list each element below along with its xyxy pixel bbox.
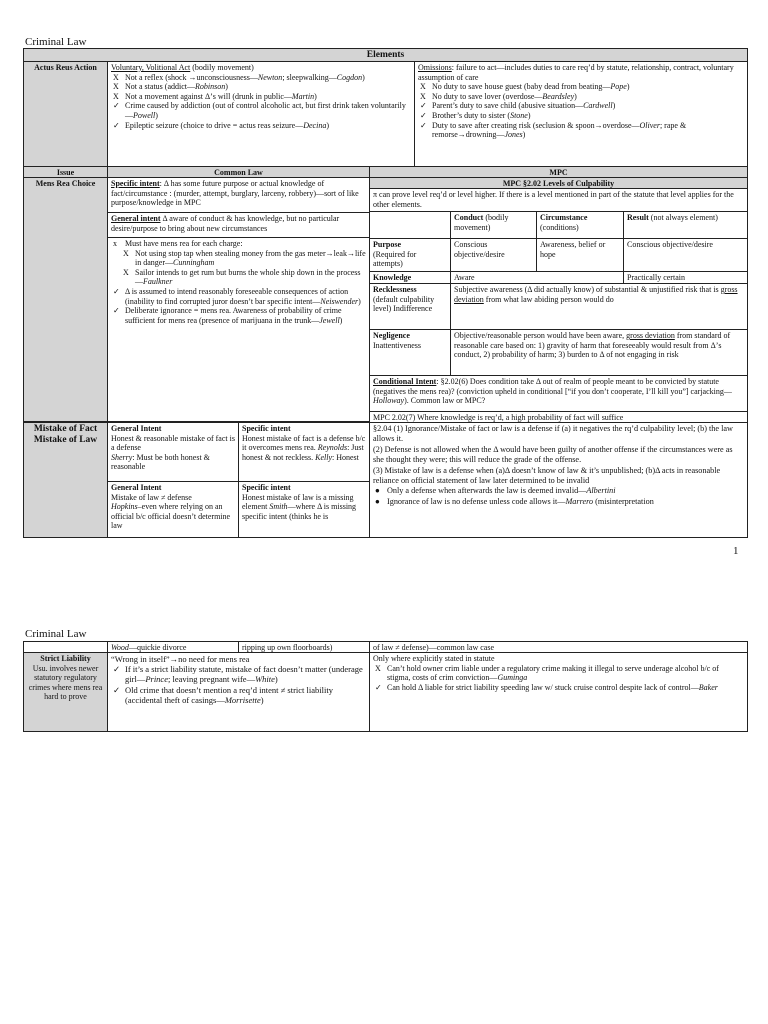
- must-have-mens-rea-cell: [107, 237, 370, 422]
- page-number: 1: [733, 545, 739, 557]
- grid-head-circumstance: Circumstance (conditions): [536, 211, 624, 239]
- mens-check-item: ✓ Deliberate ignorance = mens rea. Awareness of probability of crime sufficient for mens rea (presence of marijuana in the trunk—Jewell): [113, 306, 343, 325]
- purpose-result: Conscious objective/desire: [623, 238, 748, 272]
- voluntary-heading: Voluntary, Volitional Act (bodily movement): [111, 63, 254, 72]
- strict-mpc-item: X Can’t hold owner crim liable under a regulatory crime making it illegal to serve underage alcohol b/c of stigma, costs of crim conviction—Guminga: [375, 663, 719, 683]
- gi-mistake-of-fact: General Intent Honest & reasonable mistake of fact is a defense Sherry: Must be both honest & reasonable: [107, 422, 239, 482]
- strict-common-law-cell: [107, 652, 370, 732]
- issue-mens-rea: Mens Rea Choice: [23, 177, 108, 422]
- mpc-2-04-3: (3) Mistake of law is a defense when (a)Δ doesn’t know of law & it’s unpublished; (b)Δ acts in reasonable reliance on official statement of law later determined to be invalid: [373, 465, 721, 486]
- strict-mpc-intro: Only where explicitly stated in statute: [373, 654, 495, 663]
- actus-omissions-cell: [414, 61, 748, 167]
- omission-item: X No duty to save lover (overdose—Beardsley): [420, 91, 577, 101]
- strict-cl-list: [111, 664, 366, 705]
- knowledge-aware: Aware: [450, 271, 624, 284]
- elements-title: Elements: [23, 48, 748, 62]
- row-knowledge: Knowledge: [369, 271, 451, 284]
- purpose-circumstance: Awareness, belief or hope: [536, 238, 624, 272]
- omission-item: X No duty to save house guest (baby dead from beating—Pope): [420, 82, 630, 92]
- issue-mistake: Mistake of Fact Mistake of Law: [23, 422, 108, 538]
- grid-head-conduct: Conduct (bodily movement): [450, 211, 537, 239]
- col-mpc: MPC: [369, 166, 748, 178]
- specific-intent-cell: Specific intent: Δ has some future purpose or actual knowledge of fact/circumstance : (murder, attempt, burglary, larceny, robbery)—sort of like purpose/knowledge in MPC: [107, 177, 370, 213]
- actus-voluntary-cell: [107, 61, 415, 167]
- page-header-2: Criminal Law: [25, 628, 87, 640]
- col-issue: Issue: [23, 166, 108, 178]
- mens-checks-list: [111, 287, 366, 325]
- row-negligence: Negligence Inattentiveness: [369, 329, 451, 376]
- must-subs-list: [111, 249, 366, 287]
- purpose-conduct: Conscious objective/desire: [450, 238, 537, 272]
- voluntary-list: [111, 73, 411, 131]
- grid-head-result: Result (not always element): [623, 211, 748, 239]
- voluntary-item: X Not a reflex (shock →unconsciousness—Newton; sleepwalking—Cogdon): [113, 72, 365, 82]
- cont-specific: ripping up own floorboards): [238, 641, 370, 653]
- omissions-list: [418, 82, 744, 140]
- row-purpose: Purpose (Required for attempts): [369, 238, 451, 272]
- mpc-2-02-7: MPC 2.02(7) Where knowledge is req’d, a high probability of fact will suffice: [369, 411, 748, 423]
- mpc-2-04-1: §2.04 (1) Ignorance/Mistake of fact or law is a defense if (a) it negatives the rq’d culpability level; (b) the law allows it.: [373, 424, 733, 444]
- mistake-bullet: ● Ignorance of law is no defense unless code allows it—Marrero (misinterpretation: [375, 496, 654, 506]
- voluntary-item: ✓ Epileptic seizure (choice to drive = actus reas seizure—Decina): [113, 120, 329, 130]
- mpc-2-04-2: (2) Defense is not allowed when the Δ would have been guilty of another offense if the circumstances were as she thought they were; this will reduce the grade of the offense.: [373, 444, 733, 465]
- omissions-heading: Omissions: failure to act—includes duties to care req’d by statute, relationship, contract, voluntary assumption of care: [418, 63, 734, 82]
- must-item: x Must have mens rea for each charge:: [113, 239, 243, 248]
- general-intent-cell: General intent Δ aware of conduct & has knowledge, but no particular desire/purpose to bring about new circumstances: [107, 212, 370, 238]
- cont-general: Wood—quickie divorce: [107, 641, 239, 653]
- page-header: Criminal Law: [25, 36, 87, 48]
- omission-item: ✓ Brother’s duty to sister (Stone): [420, 110, 531, 120]
- grid-corner: [369, 211, 451, 239]
- si-mistake-of-fact: Specific intent Honest mistake of fact is a defense b/c it overcomes mens rea. Reynolds: Just honest & not reckless. Kelly: Honest: [238, 422, 370, 482]
- mpc-culpability-title: MPC §2.02 Levels of Culpability: [369, 177, 748, 189]
- gi-mistake-of-law: General Intent Mistake of law ≠ defense Hopkins–even where relying on an official b/c official doesn’t determine law: [107, 481, 239, 538]
- strict-intro: “Wrong in itself”→no need for mens rea: [111, 654, 250, 664]
- omission-item: ✓ Duty to save after creating risk (seclusion & spoon→overdose—Oliver; rape & remorse→drowning—Jones): [420, 120, 687, 140]
- omission-item: ✓ Parent’s duty to save child (abusive situation—Cardwell): [420, 101, 616, 111]
- strict-mpc-cell: [369, 652, 748, 732]
- si-mistake-of-law: Specific intent Honest mistake of law is a missing element Smith—where Δ is missing specific intent (thinks he is: [238, 481, 370, 538]
- negligence-definition: Objective/reasonable person would have been aware, gross deviation from standard of reasonable care based on: 1) gravity of harm that foreseeably would result from Δ’s conduct, 2) probability of harm; 3) burden to Δ of not engaging in risk: [450, 329, 748, 376]
- voluntary-item: ✓ Crime caused by addiction (out of control alcoholic act, but first drink taken voluntarily—Powell): [113, 101, 406, 120]
- col-common-law: Common Law: [107, 166, 370, 178]
- voluntary-item: X Not a movement against Δ’s will (drunk in public—Martin): [113, 91, 317, 101]
- row-recklessness: Recklessness (default culpability level) Indifference: [369, 283, 451, 330]
- mpc-culpability-intro: π can prove level req’d or level higher. If there is a level mentioned in part of the statute that level applies for the other elements.: [369, 188, 748, 212]
- strict-cl-item: ✓ If it’s a strict liability statute, mistake of fact doesn’t matter (underage girl—Prince; leaving pregnant wife—White): [113, 664, 363, 685]
- cont-mpc: of law ≠ defense)—common law case: [369, 641, 748, 653]
- must-sub-item: X Sailor intends to get rum but burns the whole ship down in the process—Faulkner: [123, 267, 361, 287]
- conditional-intent-cell: Conditional Intent: §2.02(6) Does condition take Δ out of realm of people meant to be convicted by statute (negatives the mens rea)? (conviction upheld in conditional [“if you don’t cooperate, I’ll kill you”] carjacking—Holloway). Common law or MPC?: [369, 375, 748, 412]
- issue-strict-liability: Strict Liability Usu. involves newer statutory regulatory crimes where mens rea hard to prove: [23, 652, 108, 732]
- issue-actus-reus: Actus Reus Action: [23, 61, 108, 167]
- must-sub-item: X Not using stop tap when stealing money from the gas meter→leak→life in danger—Cunningham: [123, 248, 366, 268]
- mpc-mistake-cell: [369, 422, 748, 538]
- voluntary-item: X Not a status (addict—Robinson): [113, 82, 228, 92]
- strict-cl-item: ✓ Old crime that doesn’t mention a req’d intent ≠ strict liability (accidental theft of casings—Morrisette): [113, 684, 333, 705]
- knowledge-result: Practically certain: [623, 271, 748, 284]
- strict-mpc-item: ✓ Can hold Δ liable for strict liability speeding law w/ stuck cruise control despite lack of control—Baker: [375, 682, 718, 692]
- mens-check-item: ✓ Δ is assumed to intend reasonably foreseeable consequences of action (inability to find corrupted juror doesn’t bar specific intent—Neiswender): [113, 286, 361, 306]
- strict-mpc-list: [373, 664, 744, 693]
- mistake-bullet: ● Only a defense when afterwards the law is deemed invalid—Albertini: [375, 486, 616, 496]
- recklessness-definition: Subjective awareness (Δ did actually know) of substantial & unjustified risk that is gross deviation from what law abiding person would do: [450, 283, 748, 330]
